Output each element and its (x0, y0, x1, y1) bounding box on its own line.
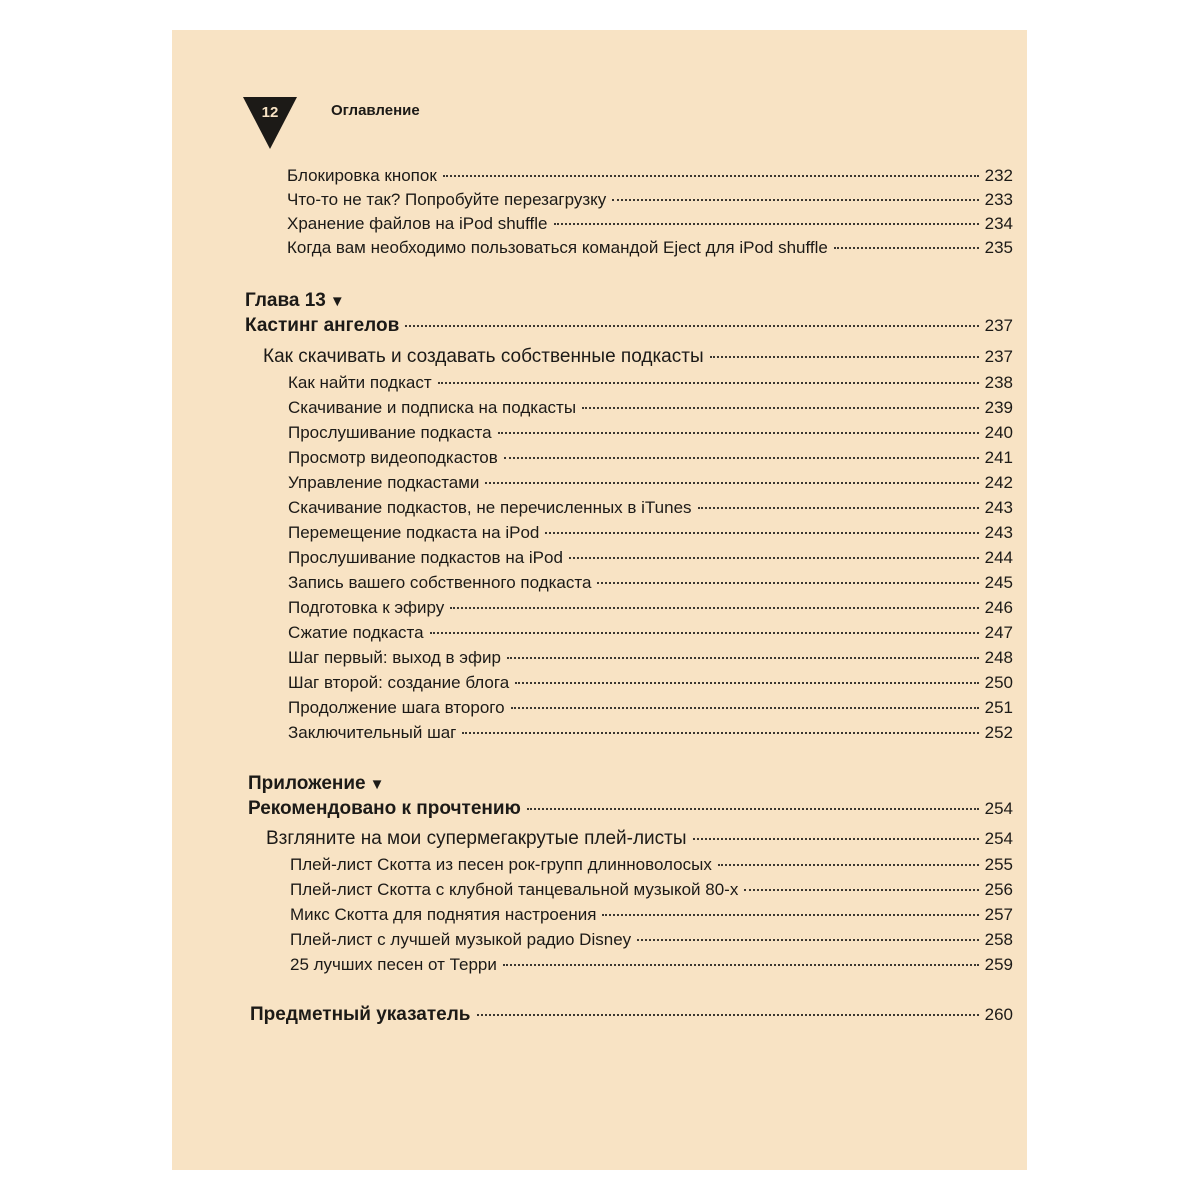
entry-label: Просмотр видеоподкастов (288, 448, 498, 467)
dot-leader (450, 607, 978, 609)
toc-entry[interactable] (290, 880, 1013, 900)
entry-page: 242 (984, 473, 1013, 492)
toc-entry[interactable] (290, 955, 1013, 975)
entry-page: 234 (984, 214, 1013, 233)
dot-leader (527, 808, 979, 810)
entry-page: 240 (984, 423, 1013, 442)
appendix-title-entry[interactable] (248, 798, 1013, 820)
entry-page: 243 (984, 498, 1013, 517)
dot-leader (545, 532, 978, 534)
section-entry[interactable] (266, 828, 1013, 850)
entry-label: Скачивание и подписка на подкасты (288, 398, 577, 417)
index-entry[interactable] (250, 1004, 1013, 1026)
entry-page: 248 (984, 648, 1013, 667)
dot-leader (637, 939, 978, 941)
toc-entry[interactable] (287, 238, 1013, 258)
dot-leader (582, 407, 979, 409)
entry-page: 241 (984, 448, 1013, 467)
toc-entry[interactable] (288, 623, 1013, 643)
entry-label: Управление подкастами (288, 473, 480, 492)
entry-label: 25 лучших песен от Терри (290, 955, 497, 974)
toc-entry[interactable] (287, 166, 1013, 186)
dot-leader (443, 175, 979, 177)
entry-page: 250 (984, 673, 1013, 692)
dot-leader (477, 1014, 979, 1016)
entry-page: 254 (984, 829, 1013, 848)
toc-entry[interactable] (287, 214, 1013, 234)
entry-page: 260 (984, 1005, 1013, 1024)
entry-label: Продолжение шага второго (288, 698, 505, 717)
toc-entry[interactable] (288, 473, 1013, 493)
entry-label: Как скачивать и создавать собственные подкасты (263, 346, 704, 367)
toc-entry[interactable] (288, 698, 1013, 718)
entry-label: Скачивание подкастов, не перечисленных в iTunes (288, 498, 692, 517)
dot-leader (554, 223, 979, 225)
entry-label: Блокировка кнопок (287, 166, 437, 185)
entry-page: 244 (984, 548, 1013, 567)
entry-label: Сжатие подкаста (288, 623, 424, 642)
toc-entry[interactable] (288, 598, 1013, 618)
dot-leader (503, 964, 979, 966)
dot-leader (597, 582, 978, 584)
toc-entry[interactable] (290, 855, 1013, 875)
appendix-label: Приложение (248, 773, 366, 794)
entry-label: Перемещение подкаста на iPod (288, 523, 540, 542)
toc-entry[interactable] (288, 373, 1013, 393)
dot-leader (511, 707, 979, 709)
dot-leader (405, 325, 978, 327)
dot-leader (515, 682, 978, 684)
entry-page: 255 (984, 855, 1013, 874)
entry-label: Прослушивание подкастов на iPod (288, 548, 563, 567)
dot-leader (602, 914, 978, 916)
dot-leader (744, 889, 978, 891)
toc-entry[interactable] (288, 523, 1013, 543)
dot-leader (438, 382, 979, 384)
toc-entry[interactable] (288, 573, 1013, 593)
chapter-label: Глава 13 (245, 290, 326, 311)
entry-label: Рекомендовано к прочтению (248, 798, 521, 819)
entry-label: Хранение файлов на iPod shuffle (287, 214, 548, 233)
entry-page: 245 (984, 573, 1013, 592)
chapter-heading (245, 290, 345, 312)
toc-entry[interactable] (288, 448, 1013, 468)
toc-entry[interactable] (288, 398, 1013, 418)
entry-page: 252 (984, 723, 1013, 742)
toc-entry[interactable] (288, 673, 1013, 693)
entry-page: 239 (984, 398, 1013, 417)
entry-page: 233 (984, 190, 1013, 209)
entry-label: Взгляните на мои супермегакрутые плей-листы (266, 828, 687, 849)
appendix-heading (248, 773, 385, 795)
dot-leader (504, 457, 979, 459)
dot-leader (462, 732, 978, 734)
entry-label: Шаг первый: выход в эфир (288, 648, 501, 667)
entry-page: 237 (984, 316, 1013, 335)
entry-page: 243 (984, 523, 1013, 542)
toc-entry[interactable] (290, 905, 1013, 925)
toc-entry[interactable] (288, 648, 1013, 668)
entry-label: Предметный указатель (250, 1004, 471, 1025)
entry-label: Подготовка к эфиру (288, 598, 445, 617)
entry-label: Микс Скотта для поднятия настроения (290, 905, 597, 924)
entry-label: Прослушивание подкаста (288, 423, 492, 442)
chapter-marker-icon: ▼ (329, 293, 345, 310)
dot-leader (834, 247, 979, 249)
dot-leader (485, 482, 978, 484)
entry-label: Шаг второй: создание блога (288, 673, 510, 692)
entry-label: Как найти подкаст (288, 373, 432, 392)
dot-leader (698, 507, 979, 509)
entry-page: 246 (984, 598, 1013, 617)
entry-page: 258 (984, 930, 1013, 949)
appendix-marker-icon: ▼ (369, 776, 385, 793)
entry-label: Что-то не так? Попробуйте перезагрузку (287, 190, 607, 209)
entry-page: 238 (984, 373, 1013, 392)
dot-leader (507, 657, 979, 659)
dot-leader (710, 356, 979, 358)
toc-entry[interactable] (290, 930, 1013, 950)
toc-entry[interactable] (287, 190, 1013, 210)
entry-page: 232 (984, 166, 1013, 185)
running-head: Оглавление (331, 102, 420, 119)
page-number: 12 (261, 104, 279, 121)
entry-label: Запись вашего собственного подкаста (288, 573, 592, 592)
dot-leader (612, 199, 978, 201)
entry-page: 254 (984, 799, 1013, 818)
dot-leader (693, 838, 979, 840)
entry-page: 257 (984, 905, 1013, 924)
toc-entry[interactable] (288, 548, 1013, 568)
dot-leader (569, 557, 979, 559)
section-entry[interactable] (263, 346, 1013, 368)
entry-label: Когда вам необходимо пользоваться командой Eject для iPod shuffle (287, 238, 828, 257)
entry-page: 247 (984, 623, 1013, 642)
entry-label: Плей-лист Скотта с клубной танцевальной музыкой 80-х (290, 880, 739, 899)
entry-label: Плей-лист с лучшей музыкой радио Disney (290, 930, 632, 949)
dot-leader (430, 632, 979, 634)
entry-label: Кастинг ангелов (245, 315, 400, 336)
entry-page: 259 (984, 955, 1013, 974)
dot-leader (718, 864, 979, 866)
entry-page: 256 (984, 880, 1013, 899)
entry-label: Плей-лист Скотта из песен рок-групп длинноволосых (290, 855, 712, 874)
chapter-title-entry[interactable] (245, 315, 1013, 337)
toc-entry[interactable] (288, 498, 1013, 518)
entry-label: Заключительный шаг (288, 723, 457, 742)
entry-page: 237 (984, 347, 1013, 366)
toc-entry[interactable] (288, 423, 1013, 443)
toc-entry[interactable] (288, 723, 1013, 743)
dot-leader (498, 432, 979, 434)
entry-page: 251 (984, 698, 1013, 717)
entry-page: 235 (984, 238, 1013, 257)
